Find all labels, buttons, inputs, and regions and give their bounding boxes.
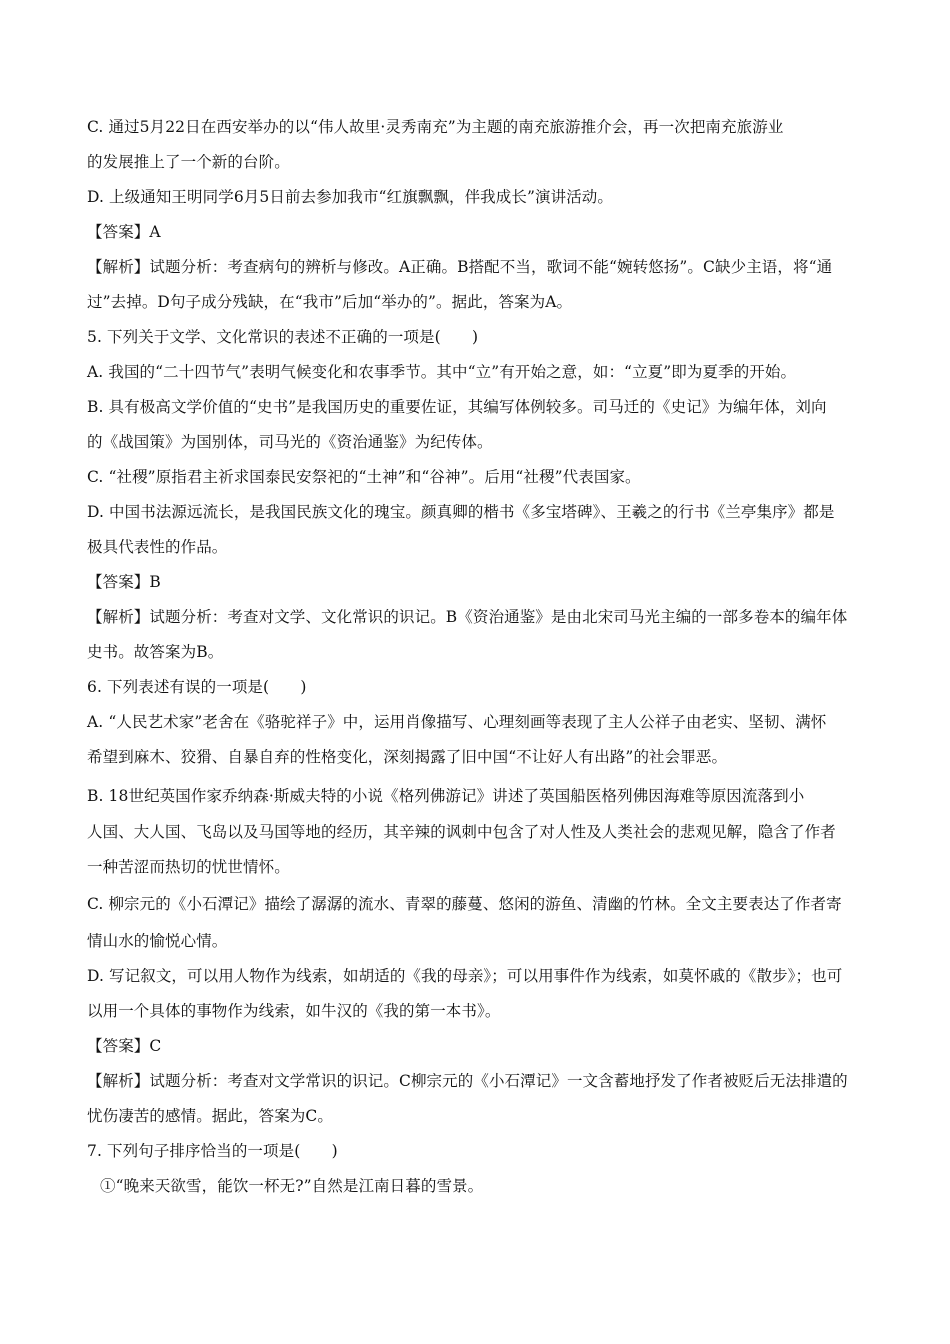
analysis-6-line-2: 忧伤凄苦的感情。据此，答案为C。 — [87, 1107, 333, 1125]
q6-option-b-line-2: 人国、大人国、飞岛以及马国等地的经历，其辛辣的讽刺中包含了对人性及人类社会的悲观见解，隐含了作者 — [87, 823, 836, 841]
option-c-line-2: 的发展推上了一个新的台阶。 — [87, 153, 290, 171]
q5-option-b-line-1: B. 具有极高文学价值的“史书”是我国历史的重要佐证，其编写体例较多。司马迁的《史记》为编年体，刘向 — [87, 398, 827, 416]
question-6: 6. 下列表述有误的一项是( ) — [87, 678, 307, 696]
q6-option-c-line-2: 情山水的愉悦心情。 — [87, 932, 228, 950]
analysis-4-line-1: 【解析】试题分析：考查病句的辨析与修改。A正确。B搭配不当，歌词不能“婉转悠扬”。C缺少主语，将“通 — [87, 258, 833, 276]
q6-option-d-line-2: 以用一个具体的事物作为线索，如牛汉的《我的第一本书》。 — [87, 1002, 501, 1020]
q6-option-c-line-1: C. 柳宗元的《小石潭记》描绘了潺潺的流水、青翠的藤蔓、悠闲的游鱼、清幽的竹林。全文主要表达了作者寄 — [87, 895, 842, 913]
q7-sentence-1: ①“晚来天欲雪，能饮一杯无?”自然是江南日暮的雪景。 — [100, 1177, 484, 1195]
answer-4: 【答案】A — [87, 223, 161, 241]
question-5: 5. 下列关于文学、文化常识的表述不正确的一项是( ) — [87, 328, 479, 346]
q5-option-a: A. 我国的“二十四节气”表明气候变化和农事季节。其中“立”有开始之意，如：“立夏”即为夏季的开始。 — [87, 363, 797, 381]
question-7: 7. 下列句子排序恰当的一项是( ) — [87, 1142, 338, 1160]
option-c-line-1: C. 通过5月22日在西安举办的以“伟人故里·灵秀南充”为主题的南充旅游推介会，再一次把南充旅游业 — [87, 118, 784, 136]
q6-option-b-line-1: B. 18世纪英国作家乔纳森·斯威夫特的小说《格列佛游记》讲述了英国船医格列佛因海难等原因流落到小 — [87, 787, 805, 805]
analysis-5-line-2: 史书。故答案为B。 — [87, 643, 224, 661]
q5-option-c: C. “社稷”原指君主祈求国泰民安祭祀的“土神”和“谷神”。后用“社稷”代表国家。 — [87, 468, 641, 486]
answer-5: 【答案】B — [87, 573, 161, 591]
analysis-5-line-1: 【解析】试题分析：考查对文学、文化常识的识记。B《资治通鉴》是由北宋司马光主编的一部多卷本的编年体 — [87, 608, 848, 626]
analysis-6-line-1: 【解析】试题分析：考查对文学常识的识记。C柳宗元的《小石潭记》一文含蓄地抒发了作者被贬后无法排遣的 — [87, 1072, 848, 1090]
q6-option-a-line-2: 希望到麻木、狡猾、自暴自弃的性格变化，深刻揭露了旧中国“不让好人有出路”的社会罪恶。 — [87, 748, 728, 766]
q6-option-b-line-3: 一种苦涩而热切的忧世情怀。 — [87, 858, 290, 876]
answer-6: 【答案】C — [87, 1037, 162, 1055]
analysis-4-line-2: 过”去掉。D句子成分残缺，在“我市”后加“举办的”。据此，答案为A。 — [87, 293, 573, 311]
q5-option-d-line-2: 极具代表性的作品。 — [87, 538, 228, 556]
q5-option-b-line-2: 的《战国策》为国别体，司马光的《资治通鉴》为纪传体。 — [87, 433, 493, 451]
q6-option-a-line-1: A. “人民艺术家”老舍在《骆驼祥子》中，运用肖像描写、心理刻画等表现了主人公祥子由老实、坚韧、满怀 — [87, 713, 827, 731]
option-d-line: D. 上级通知王明同学6月5日前去参加我市“红旗飘飘，伴我成长”演讲活动。 — [87, 188, 614, 206]
q5-option-d-line-1: D. 中国书法源远流长，是我国民族文化的瑰宝。颜真卿的楷书《多宝塔碑》、王羲之的行书《兰亭集序》都是 — [87, 503, 835, 521]
q6-option-d-line-1: D. 写记叙文，可以用人物作为线索，如胡适的《我的母亲》；可以用事件作为线索，如莫怀戚的《散步》；也可 — [87, 967, 843, 985]
